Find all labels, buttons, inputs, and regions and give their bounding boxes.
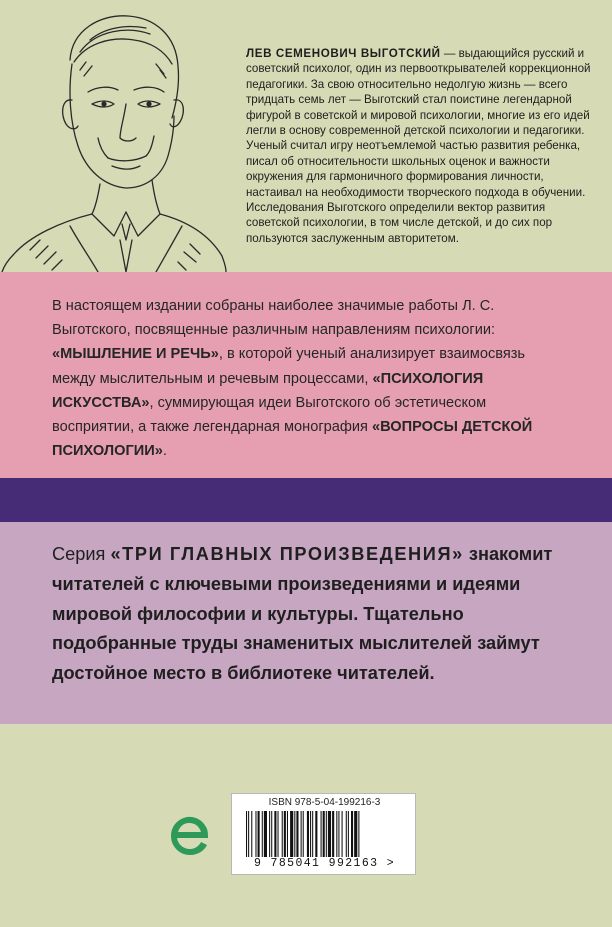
- work-title-psychology-art: «ПСИХОЛОГИЯ ИСКУССТВА»: [52, 370, 484, 411]
- barcode-bars: [246, 811, 402, 857]
- barcode: [231, 793, 416, 875]
- series-name: «ТРИ ГЛАВНЫХ ПРОИЗВЕДЕНИЯ»: [110, 544, 464, 564]
- edition-text-3: , суммирующая идеи Выготского об эстетическом восприятии, а также легендарная монография: [52, 394, 487, 436]
- author-bio-text: — выдающийся русский и советский психолог, один из первооткрывателей коррекционной педагогики. За свою относительно недолгую жизнь — всего тридцать семь лет — Выготский стал поистине легендарной фигурой в советской и мировой психологии, многие из его идей легли в основу современной детской психологии и педагогики. Ученый считал игру неотъемлемой частью развития ребенка, писал об относительности школьных оценок и важности окружения для гармоничного формирования личности, настаивал на необходимости творческого подхода в обучении. Исследования Выготского определили вектор развития советской психологии, в том числе детской, и до сих пор пользуются заслуженным авторитетом.: [246, 47, 591, 245]
- isbn-text: ISBN 978-5-04-199216-3: [268, 797, 381, 808]
- series-description: [52, 540, 576, 689]
- author-bio: [246, 46, 598, 246]
- edition-text-4: .: [162, 443, 167, 460]
- author-name: ЛЕВ СЕМЕНОВИЧ ВЫГОТСКИЙ: [246, 47, 441, 60]
- series-description-section: [0, 522, 612, 724]
- work-title-child-psychology: «ВОПРОСЫ ДЕТСКОЙ ПСИХОЛОГИИ»: [52, 419, 533, 460]
- series-lead: Серия: [52, 544, 111, 564]
- publisher-logo-icon: [168, 813, 214, 859]
- edition-text-2: , в которой ученый анализирует взаимосвязь между мыслительным и речевым процессами,: [52, 346, 526, 387]
- edition-text-1: В настоящем издании собраны наиболее значимые работы Л. С. Выготского, посвященные различным направлениям психологии:: [52, 298, 496, 339]
- edition-description-section: [0, 272, 612, 478]
- work-title-thinking-speech: «МЫШЛЕНИЕ И РЕЧЬ»: [52, 346, 219, 363]
- series-text: знакомит читателей с ключевыми произведениями и идеями мировой философии и культуры. Тщательно подобранные труды знаменитых мыслителей займут достойное место в библиотеке читателей.: [52, 544, 553, 684]
- author-portrait-icon: [0, 0, 228, 272]
- divider-stripe: [0, 478, 612, 522]
- author-section: [0, 0, 612, 272]
- ean-digits: 9 785041 992163 >: [253, 857, 396, 870]
- edition-description: [52, 294, 572, 463]
